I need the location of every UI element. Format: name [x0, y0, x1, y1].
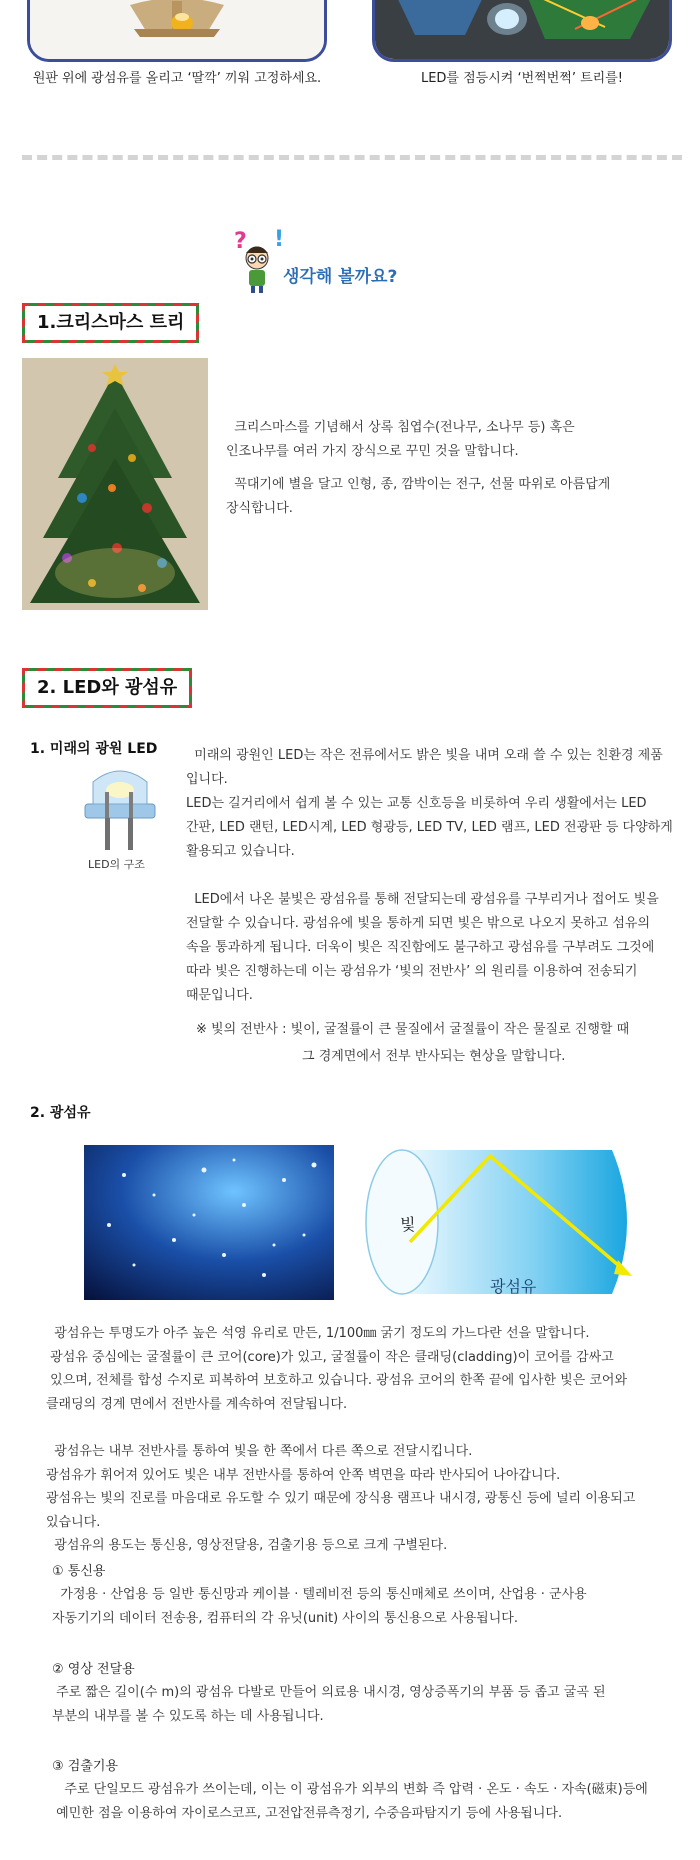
christmas-tree-photo [22, 358, 208, 610]
text-line: 주로 짧은 길이(수 m)의 광섬유 다발로 만들어 의료용 내시경, 영상증폭기의 부품 등 좁고 굴곡 된 [52, 1685, 606, 1700]
sub2-paragraph2 [46, 1440, 635, 1558]
text-line: 광섬유 중심에는 굴절률이 큰 코어(core)가 있고, 굴절률이 작은 클래딩(cladding)이 코어를 감싸고 [46, 1349, 614, 1365]
text-line: 있으며, 전체를 합성 수지로 피복하여 보호하고 있습니다. 광섬유 코어의 한쪽 끝에 입사한 빛은 코어와 [46, 1373, 627, 1388]
led-structure-caption: LED의 구조 [88, 858, 145, 871]
text-line: 꼭대기에 별을 달고 인형, 종, 깜박이는 전구, 선물 따위로 아름답게 [226, 477, 611, 492]
section1-title: 1.크리스마스 트리 [22, 303, 199, 343]
sub2-heading: 2. 광섬유 [30, 1105, 91, 1121]
text-line: 때문입니다. [186, 988, 253, 1003]
use-image-title: ② 영상 전달용 [52, 1662, 135, 1677]
caption-left: 원판 위에 광섬유를 올리고 ‘딸깍’ 끼워 고정하세요. [32, 71, 322, 86]
total-reflection-diagram [362, 1142, 652, 1302]
sub1-heading: 1. 미래의 광원 LED [30, 741, 158, 757]
text-line: 간판, LED 랜턴, LED시계, LED 형광등, LED TV, LED 램프, LED 전광판 등 다양하게 [186, 820, 673, 835]
diagram-light-label: 빛 [400, 1215, 416, 1234]
svg-text:?: ? [234, 229, 247, 254]
optical-fiber-photo [84, 1145, 334, 1300]
sub1-paragraph2 [186, 888, 659, 1008]
text-line: 속을 통과하게 됩니다. 더욱이 빛은 직진함에도 불구하고 광섬유를 구부려도 그것에 [186, 940, 655, 955]
text-line: 광섬유는 투명도가 아주 높은 석영 유리로 만든, 1/100㎜ 굵기 정도의 가느다란 선을 말합니다. [46, 1326, 590, 1341]
svg-text:!: ! [274, 228, 285, 252]
led-structure-icon [75, 770, 165, 852]
text-line: 부분의 내부를 볼 수 있도록 하는 데 사용됩니다. [52, 1708, 324, 1724]
text-line: 광섬유가 휘어져 있어도 빛은 내부 전반사를 통하여 안쪽 벽면을 따라 반사되어 나아갑니다. [46, 1467, 561, 1483]
wooden-tree-image [30, 0, 324, 62]
use-communication-text [52, 1583, 587, 1630]
caption-right: LED를 점등시켜 ‘번쩍번쩍’ 트리를! [420, 71, 624, 86]
text-line: 광섬유는 내부 전반사를 통하여 빛을 한 쪽에서 다른 쪽으로 전달시킵니다. [46, 1444, 473, 1459]
text-line: 인조나무를 여러 가지 장식으로 꾸민 것을 말합니다. [226, 443, 519, 459]
dashed-divider [22, 155, 682, 160]
text-line: 미래의 광원인 LED는 작은 전류에서도 밝은 빛을 내며 오래 쓸 수 있는 친환경 제품 [186, 748, 663, 763]
top-photo-left [27, 0, 327, 62]
text-line: ※ 빛의 전반사 : 빛이, 굴절률이 큰 물질에서 굴절률이 작은 물질로 진행할 때 [196, 1022, 630, 1037]
text-line: LED는 길거리에서 쉽게 볼 수 있는 교통 신호등을 비롯하여 우리 생활에서는 LED [186, 796, 647, 811]
text-line: 주로 단일모드 광섬유가 쓰이는데, 이는 이 광섬유가 외부의 변화 즉 압력 · 온도 · 속도 · 자속(磁束)등에 [52, 1782, 648, 1797]
text-line: 활용되고 있습니다. [186, 844, 295, 859]
text-line: 가정용 · 산업용 등 일반 통신망과 케이블 · 텔레비전 등의 통신매체로 쓰이며, 산업용 · 군사용 [52, 1587, 587, 1602]
use-image-text [52, 1681, 606, 1728]
section2-title: 2. LED와 광섬유 [22, 668, 192, 708]
text-line: 장식합니다. [226, 500, 293, 516]
section1-paragraph [226, 416, 610, 520]
text-line: 자동기기의 데이터 전송용, 컴퓨터의 각 유닛(unit) 사이의 통신용으로 사용됩니다. [52, 1610, 518, 1626]
think-banner-title: 생각해 볼까요? [283, 267, 398, 287]
sub1-paragraph1 [186, 744, 673, 864]
text-line: 입니다. [186, 772, 228, 787]
text-line: 광섬유는 빛의 진로를 마음대로 유도할 수 있기 때문에 장식용 램프나 내시경, 광통신 등에 널리 이용되고 [46, 1491, 636, 1506]
use-communication-title: ① 통신용 [52, 1564, 106, 1579]
text-line: LED에서 나온 불빛은 광섬유를 통해 전달되는데 광섬유를 구부리거나 접어도 빛을 [186, 892, 659, 907]
text-line: 그 경계면에서 전부 반사되는 현상을 말합니다. [302, 1049, 566, 1064]
top-photo-right [372, 0, 672, 62]
total-reflection-note [196, 1016, 629, 1070]
text-line: 있습니다. [46, 1514, 101, 1530]
thinking-character-icon [232, 228, 290, 294]
text-line: 크리스마스를 기념해서 상록 침엽수(전나무, 소나무 등) 혹은 [226, 420, 575, 435]
use-detector-title: ③ 검출기용 [52, 1759, 119, 1774]
text-line: 광섬유의 용도는 통신용, 영상전달용, 검출기용 등으로 크게 구별된다. [46, 1538, 448, 1553]
use-detector-text [52, 1778, 648, 1825]
diagram-fiber-label: 광섬유 [490, 1277, 537, 1296]
sub2-paragraph1 [46, 1322, 627, 1416]
text-line: 예민한 점을 이용하여 자이로스코프, 고전압전류측정기, 수중음파탐지기 등에 사용됩니다. [52, 1805, 563, 1821]
lit-tree-image [375, 0, 669, 62]
text-line: 따라 빛은 진행하는데 이는 광섬유가 ‘빛의 전반사’ 의 원리를 이용하여 전송되기 [186, 964, 638, 979]
text-line: 클래딩의 경계 면에서 전반사를 계속하여 전달됩니다. [46, 1396, 348, 1412]
text-line: 전달할 수 있습니다. 광섬유에 빛을 통하게 되면 빛은 밖으로 나오지 못하고 섬유의 [186, 916, 651, 931]
